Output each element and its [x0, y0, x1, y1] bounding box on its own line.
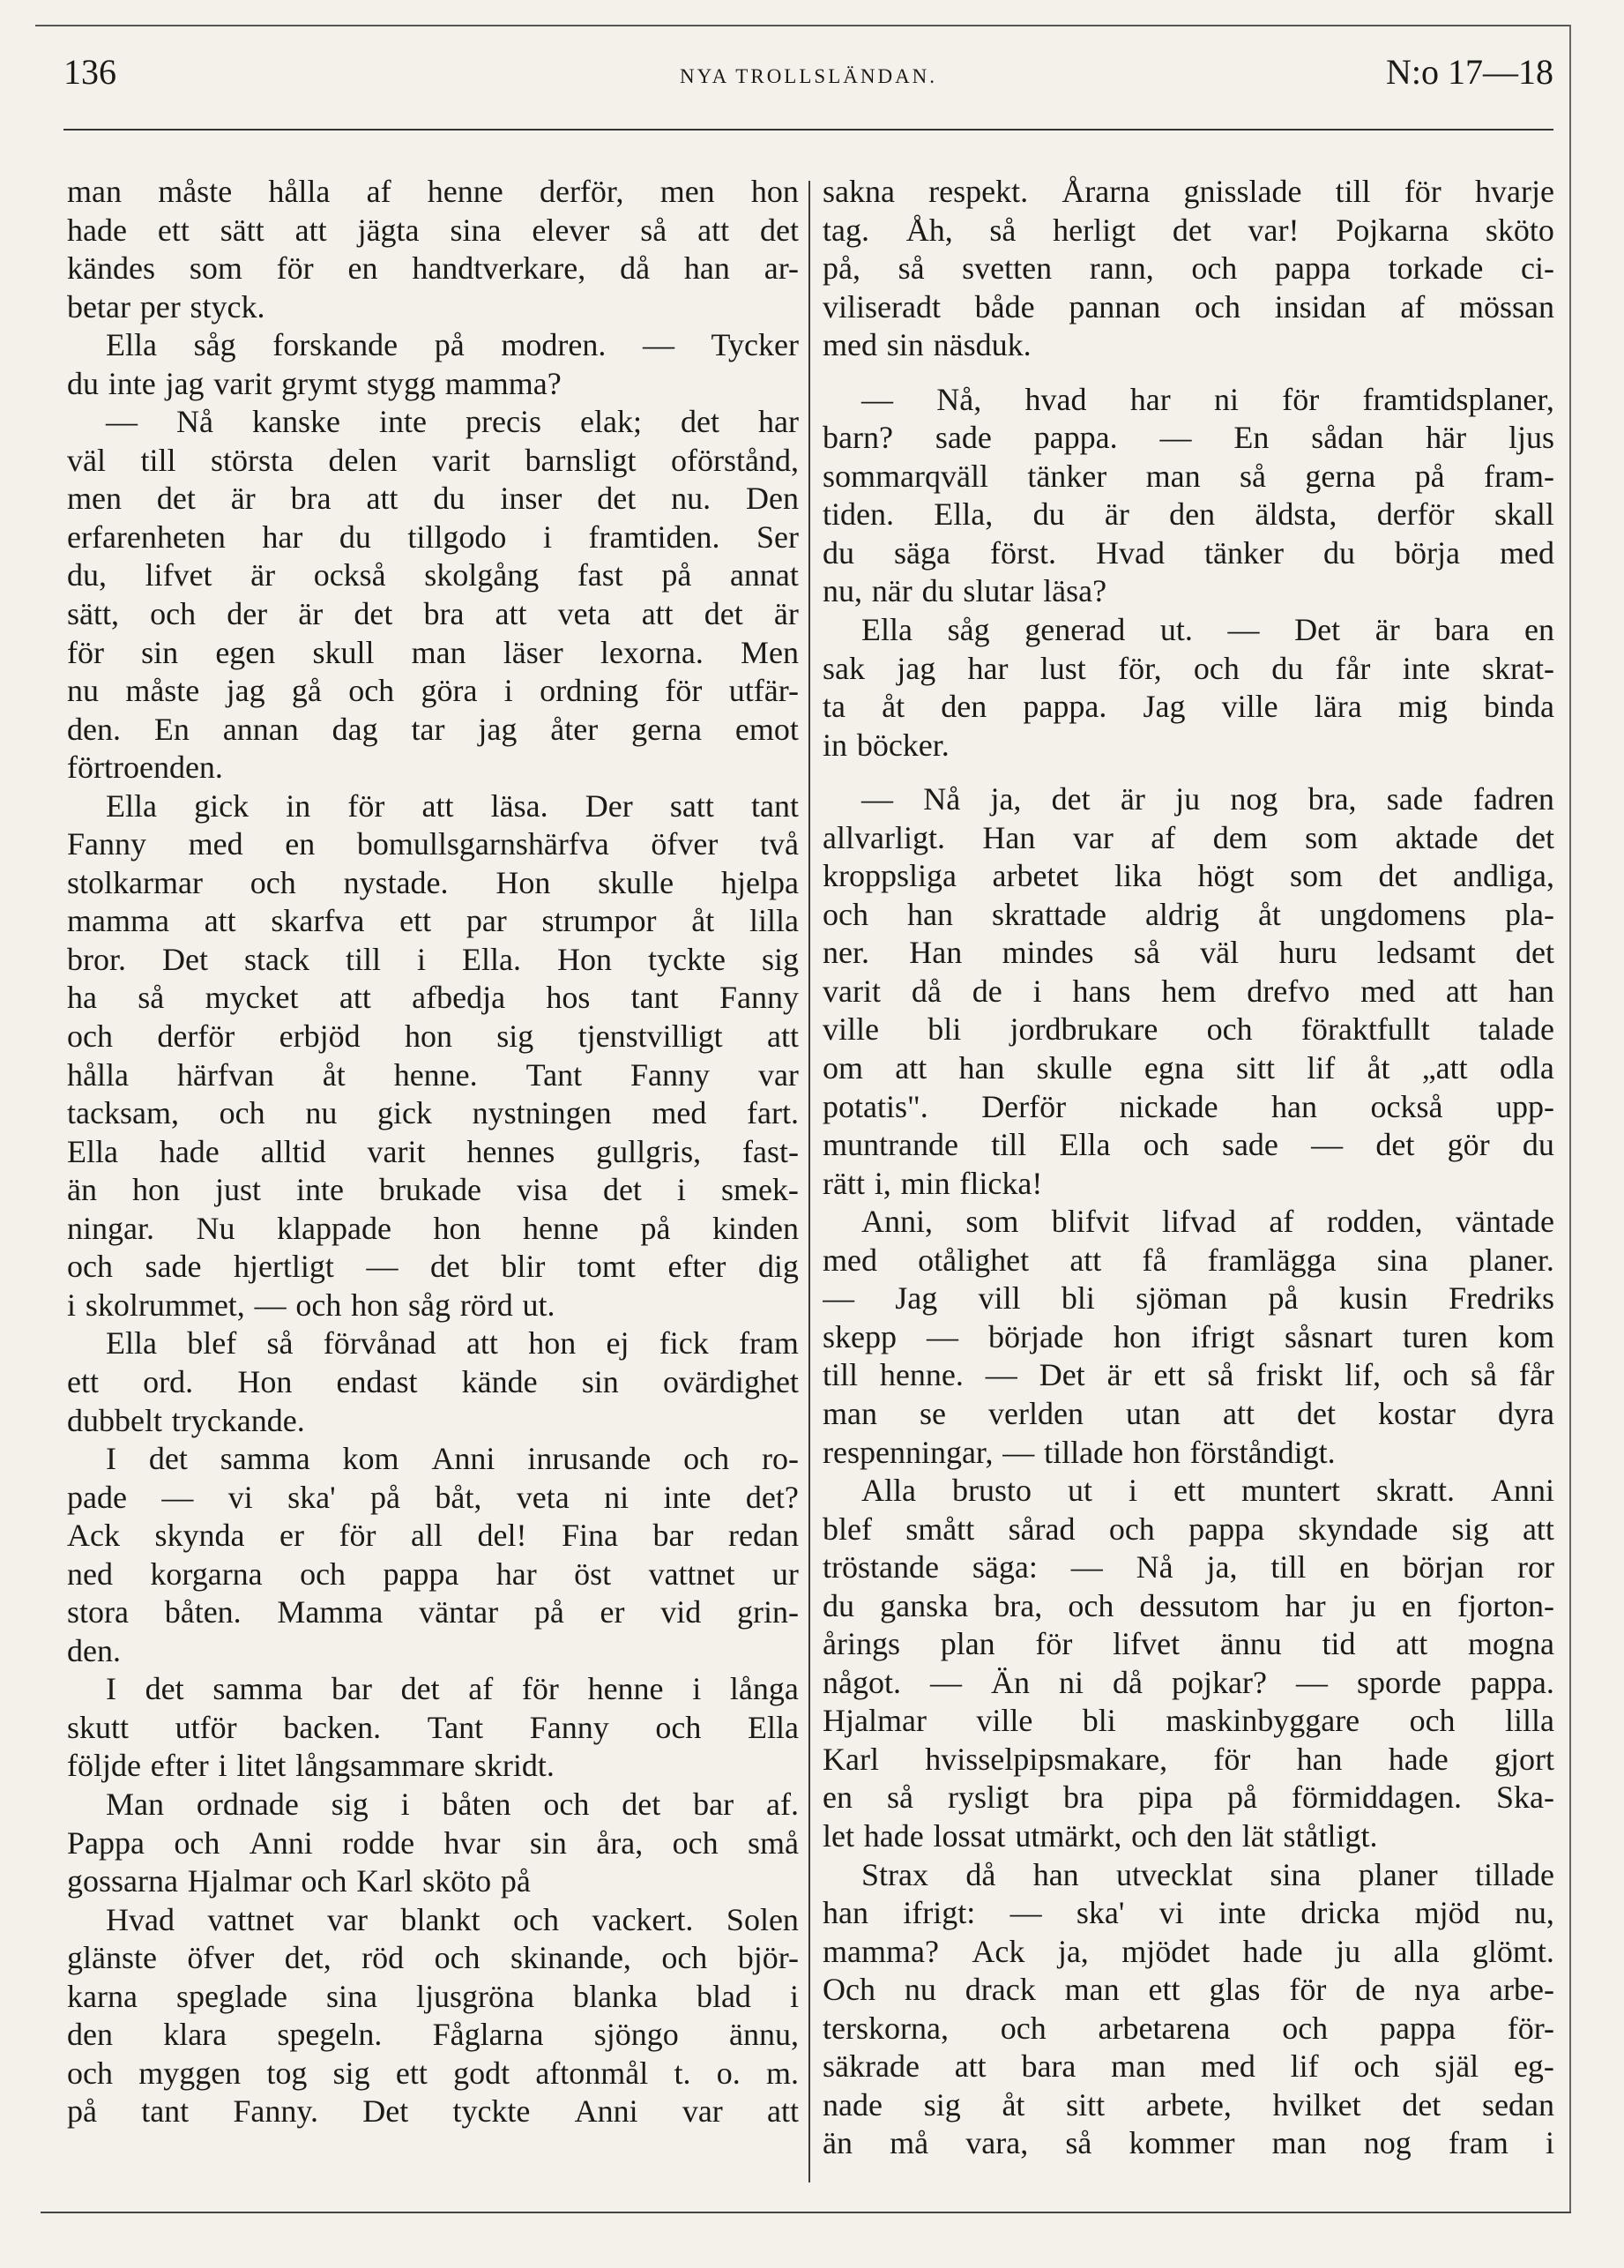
- text-line: sommarqväll tänker man så gerna på fram-: [823, 458, 1554, 494]
- text-line: pade — vi ska' på båt, veta ni inte det?: [67, 1479, 799, 1515]
- text-line: följde efter i litet långsammare skridt.: [67, 1748, 555, 1784]
- text-line: respenningar, — tillade hon förståndigt.: [823, 1434, 1336, 1470]
- text-line: han ifrigt: — ska' vi inte dricka mjöd nu,: [823, 1895, 1554, 1931]
- text-line: Anni, som blifvit lifvad af rodden, väntade: [861, 1204, 1554, 1240]
- text-line: Ack skynda er för all del! Fina bar redan: [67, 1518, 799, 1554]
- text-line: ner. Han mindes så väl huru ledsamt det: [823, 935, 1554, 971]
- text-line: rätt i, min flicka!: [823, 1165, 1043, 1201]
- text-line: och myggen tog sig ett godt aftonmål t. o. m.: [67, 2055, 799, 2091]
- text-line: man se verlden utan att det kostar dyra: [823, 1395, 1554, 1431]
- text-line: Hvad vattnet var blankt och vackert. Solen: [106, 1901, 799, 1937]
- text-line: stora båten. Mamma väntar på er vid grin-: [67, 1594, 799, 1630]
- page-number: 136: [63, 52, 116, 92]
- text-line: Alla brusto ut i ett muntert skratt. Anni: [861, 1473, 1554, 1509]
- header-rule: [63, 129, 1553, 131]
- text-line: Strax då han utvecklat sina planer tillade: [861, 1856, 1554, 1892]
- text-line: tiden. Ella, du är den äldsta, derför skall: [823, 496, 1554, 533]
- text-line: men det är bra att du inser det nu. Den: [67, 481, 799, 517]
- text-line: terskorna, och arbetarena och pappa för-: [823, 2010, 1554, 2046]
- text-line: gossarna Hjalmar och Karl sköto på: [67, 1863, 531, 1899]
- text-line: ned korgarna och pappa har öst vattnet ur: [67, 1556, 799, 1592]
- text-line: du säga först. Hvad tänker du börja med: [823, 534, 1554, 571]
- text-line: Ella blef så förvånad att hon ej fick fram: [106, 1325, 799, 1362]
- text-line: Ella hade alltid varit hennes gullgris, fast-: [67, 1133, 799, 1169]
- text-line: Fanny med en bomullsgarnshärfva öfver två: [67, 826, 799, 862]
- text-line: och sade hjertligt — det blir tomt efter dig: [67, 1249, 799, 1285]
- text-line: du ganska bra, och dessutom har ju en fjorton-: [823, 1587, 1554, 1623]
- text-line: skepp — började hon ifrigt såsnart turen kom: [823, 1318, 1554, 1354]
- text-line: årings plan för lifvet ännu tid att mogna: [823, 1626, 1554, 1662]
- text-line: förtroenden.: [67, 750, 223, 786]
- text-line: en så rysligt bra pipa på förmiddagen. Ska-: [823, 1779, 1554, 1816]
- text-line: kroppsliga arbetet lika högt som det andliga,: [823, 858, 1554, 894]
- text-line: säkrade att bara man med lif och själ eg-: [823, 2048, 1554, 2085]
- text-line: I det samma bar det af för henne i långa: [106, 1671, 799, 1707]
- text-line: Hjalmar ville bli maskinbyggare och lilla: [823, 1703, 1554, 1739]
- text-line: på tant Fanny. Det tyckte Anni var att: [67, 2093, 799, 2130]
- text-line: nade sig åt sitt arbete, hvilket det sedan: [823, 2086, 1554, 2123]
- text-line: karna speglade sina ljusgröna blanka blad i: [67, 1978, 799, 2014]
- text-line: ningar. Nu klappade hon henne på kinden: [67, 1210, 799, 1246]
- text-line: väl till största delen varit barnsligt oförstånd,: [67, 442, 799, 478]
- text-line: tacksam, och nu gick nystningen med fart.: [67, 1095, 799, 1131]
- text-line: med otålighet att få framlägga sina planer.: [823, 1242, 1554, 1278]
- text-line: med sin näsduk.: [823, 327, 1032, 363]
- right-frame-line: [1569, 25, 1571, 2212]
- text-line: den.: [67, 1632, 121, 1668]
- text-line: sak jag har lust för, och du får inte skrat-: [823, 650, 1554, 686]
- text-line: — Jag vill bli sjöman på kusin Fredriks: [823, 1280, 1554, 1317]
- text-line: för sin egen skull man läser lexorna. Men: [67, 634, 799, 670]
- text-line: mamma att skarfva ett par strumpor åt lilla: [67, 903, 799, 939]
- text-line: Pappa och Anni rodde hvar sin åra, och små: [67, 1824, 799, 1861]
- text-line: du, lifvet är också skolgång fast på annat: [67, 557, 799, 593]
- text-line: ville bli jordbrukare och föraktfullt talade: [823, 1011, 1554, 1048]
- text-line: tag. Åh, så herligt det var! Pojkarna sköto: [823, 212, 1554, 248]
- right-column: [823, 173, 1554, 2163]
- text-line: och han skrattade aldrig åt ungdomens pla-: [823, 896, 1554, 932]
- text-line: hålla härfvan åt henne. Tant Fanny var: [67, 1056, 799, 1093]
- text-line: mamma? Ack ja, mjödet hade ju alla glömt.: [823, 1933, 1554, 1969]
- text-line: allvarligt. Han var af dem som aktade det: [823, 819, 1554, 855]
- page-header: [63, 51, 1553, 104]
- text-line: Karl hvisselpipsmakare, för han hade gjort: [823, 1741, 1554, 1777]
- text-line: bror. Det stack till i Ella. Hon tyckte sig: [67, 941, 799, 977]
- text-line: ha så mycket att afbedja hos tant Fanny: [67, 980, 799, 1016]
- text-line: viliseradt både pannan och insidan af mössan: [823, 288, 1554, 325]
- text-line: den. En annan dag tar jag åter gerna emot: [67, 711, 799, 747]
- text-line: ta åt den pappa. Jag ville lära mig binda: [823, 689, 1554, 725]
- text-line: än hon just inte brukade visa det i smek-: [67, 1172, 799, 1208]
- text-line: om att han skulle egna sitt lif åt „att odla: [823, 1050, 1554, 1086]
- paragraph-gap: [823, 365, 1554, 381]
- text-line: nu, när du slutar läsa?: [823, 573, 1107, 609]
- text-line: stolkarmar och nystade. Hon skulle hjelpa: [67, 864, 799, 900]
- text-line: erfarenheten har du tillgodo i framtiden. Ser: [67, 519, 799, 555]
- text-line: let hade lossat utmärkt, och den lät ståtligt.: [823, 1817, 1378, 1854]
- text-line: än må vara, så kommer man nog fram i: [823, 2125, 1554, 2161]
- text-line: Ella gick in för att läsa. Der satt tant: [106, 787, 799, 824]
- text-line: sakna respekt. Årarna gnisslade till för hvarje: [823, 174, 1554, 209]
- text-line: I det samma kom Anni inrusande och ro-: [106, 1441, 799, 1477]
- text-line: barn? sade pappa. — En sådan här ljus: [823, 420, 1554, 456]
- text-line: skutt utför backen. Tant Fanny och Ella: [67, 1709, 799, 1745]
- text-line: kändes som för en handtverkare, då han ar-: [67, 250, 799, 287]
- text-line: — Nå ja, det är ju nog bra, sade fadren: [861, 781, 1554, 817]
- column-divider: [808, 181, 810, 2182]
- text-line: blef smått sårad och pappa skyndade sig att: [823, 1511, 1554, 1547]
- text-line: Ella såg forskande på modren. — Tycker: [106, 327, 799, 363]
- text-line: du inte jag varit grymt stygg mamma?: [67, 365, 562, 401]
- text-line: potatis". Derför nickade han också upp-: [823, 1088, 1554, 1124]
- text-line: ett ord. Hon endast kände sin ovärdighet: [67, 1363, 799, 1399]
- text-line: till henne. — Det är ett så friskt lif, och så får: [823, 1357, 1554, 1393]
- text-line: dubbelt tryckande.: [67, 1402, 305, 1438]
- text-line: på, så svetten rann, och pappa torkade ci-: [823, 250, 1554, 287]
- text-line: tröstande säga: — Nå ja, till en början ror: [823, 1549, 1554, 1585]
- text-line: in böcker.: [823, 727, 950, 763]
- paragraph-gap: [823, 765, 1554, 780]
- text-line: betar per styck.: [67, 288, 265, 325]
- text-line: varit då de i hans hem drefvo med att han: [823, 973, 1554, 1009]
- text-line: Och nu drack man ett glas för de nya arbe-: [823, 1972, 1554, 2008]
- text-line: muntrande till Ella och sade — det gör du: [823, 1127, 1554, 1163]
- text-line: i skolrummet, — och hon såg rörd ut.: [67, 1287, 555, 1323]
- text-line: och derför erbjöd hon sig tjenstvilligt att: [67, 1018, 799, 1055]
- text-line: Ella såg generad ut. — Det är bara en: [861, 612, 1554, 648]
- text-line: hade ett sätt att jägta sina elever så att det: [67, 212, 799, 248]
- text-line: Man ordnade sig i båten och det bar af.: [106, 1786, 799, 1822]
- text-line: — Nå kanske inte precis elak; det har: [106, 404, 799, 440]
- top-frame-line: [35, 25, 1569, 26]
- text-line: nu måste jag gå och göra i ordning för utfär-: [67, 673, 799, 709]
- bottom-rule: [41, 2212, 1571, 2213]
- issue-number: N:o 17—18: [1386, 52, 1553, 92]
- publication-title: NYA TROLLSLÄNDAN.: [679, 65, 938, 87]
- text-line: glänste öfver det, röd och skinande, och björ-: [67, 1940, 799, 1976]
- text-line: sätt, och der är det bra att veta att det är: [67, 596, 799, 632]
- text-line: något. — Än ni då pojkar? — sporde pappa.: [823, 1664, 1554, 1700]
- text-line: man måste hålla af henne derför, men hon: [67, 174, 799, 209]
- text-line: den klara spegeln. Fåglarna sjöngo ännu,: [67, 2017, 799, 2053]
- left-column: [67, 173, 799, 2131]
- text-line: — Nå, hvad har ni för framtidsplaner,: [861, 381, 1554, 417]
